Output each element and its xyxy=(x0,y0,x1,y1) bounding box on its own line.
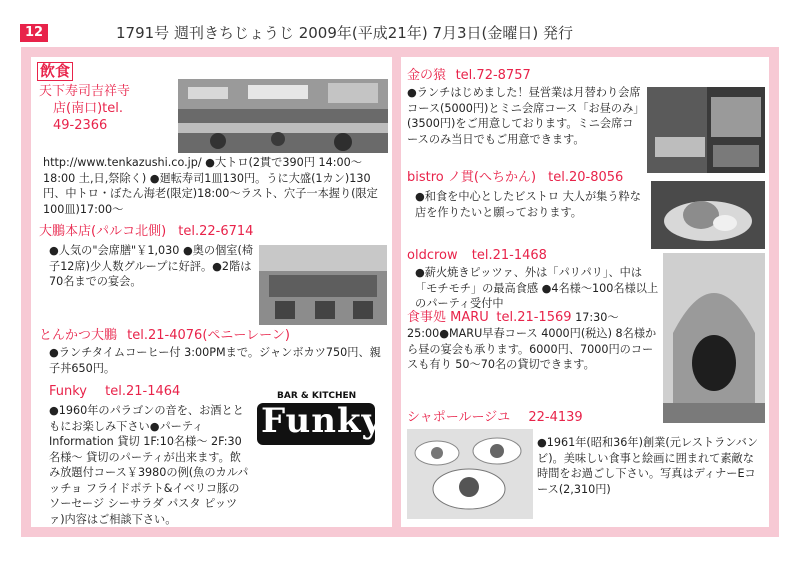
taiho-photo-image xyxy=(259,245,387,325)
tonkatsu-tel: tel.21-4076(ペニーレーン) xyxy=(127,328,290,343)
taiho-body: ●人気の"会席膳"￥1,030 ●奥の個室(椅子12席)少人数グループに好評。●2階は70名までの宴会。 xyxy=(49,244,254,288)
kinnosaru-body: ●ランチはじめました！昼営業は月替わり会席コース(5000円)とミニ会席コース「お昼のみ」(3500円)をご用意しております。ミニ会席コースのみ当日でもご用意できます。 xyxy=(407,86,641,146)
tenka-name-line1: 天下寿司吉祥寺 xyxy=(39,84,131,99)
kinnosaru-name: 金の猿 xyxy=(407,68,447,83)
bistro-body: ●和食を中心としたビストロ 大人が集う粋な店を作りたいと願っております。 xyxy=(415,190,641,219)
taiho-title xyxy=(39,223,253,240)
oldcrow-tel: tel.21-1468 xyxy=(471,248,547,263)
oldcrow-name: oldcrow xyxy=(407,248,458,263)
funky-name: Funky xyxy=(49,384,88,399)
oldcrow-title xyxy=(407,247,547,264)
tenka-body: http://www.tenkazushi.co.jp/ ●大トロ(2貫で390円 14:00～18:00 土,日,祭除く) ●廻転寿司1皿130円。うに大盛(1カン)130円、中トロ・ぼたん海老(限定)18:00～ラスト、穴子一本握り(限定100皿)17:00～ xyxy=(43,156,378,216)
tenka-name-line2: 店(南口)tel. xyxy=(53,101,123,116)
funky-tel: tel.21-1464 xyxy=(105,384,181,399)
kinnosaru-photo-image xyxy=(647,87,765,173)
shapo-tel: 22-4139 xyxy=(528,410,583,425)
taiho-photo xyxy=(259,245,387,325)
page-frame xyxy=(21,47,779,537)
tonkatsu-body: ●ランチタイムコーヒー付 3:00PMまで。ジャンボカツ750円、親子丼650円。 xyxy=(49,346,381,375)
shapo-body: ●1961年(昭和36年)創業(元レストランバンビ)。美味しい食事と絵画に囲まれて素敵な時間をお過ごし下さい。写真はディナーEコース(2,310円) xyxy=(537,436,759,496)
bistro-tel: tel.20-8056 xyxy=(548,170,624,185)
taiho-name: 大鵬本店(パルコ北側) xyxy=(39,224,167,239)
oldcrow-photo-image xyxy=(663,253,765,423)
bistro-photo xyxy=(651,181,765,249)
funky-title xyxy=(49,383,180,400)
shapo-name: シャポールージユ xyxy=(407,410,511,425)
kinnosaru-photo xyxy=(647,87,765,173)
maru-body: 17:30～25:00●MARU早春コース 4000円(税込) 8名様から昼の宴会も承ります。6000円、7000円のコースも有り 50～70名の貸切できます。 xyxy=(407,311,657,371)
maru-block xyxy=(407,309,663,373)
funky-body xyxy=(49,403,387,527)
kinnosaru-block xyxy=(407,67,762,84)
tenka-title xyxy=(39,83,177,134)
funky-body-text: ●1960年のパラゴンの音を、お酒とともにお楽しみ下さい●パーティInformation 貸切 1F:10名様～ 2F:30名様～ 貸切のパーティが出来ます。飲み放題付コース￥3980の例(魚のカルパッチョ フライドポテト&イベリコ豚のソーセージ シーサラダ パスタ ピッツァ)内容はご相談下さい。 xyxy=(49,404,249,526)
right-column xyxy=(401,57,769,527)
shapo-photo-image xyxy=(407,429,533,519)
left-column xyxy=(31,57,392,527)
bistro-photo-image xyxy=(651,181,765,249)
shapo-title xyxy=(407,409,583,426)
maru-name: 食事処 MARU xyxy=(407,310,489,325)
oldcrow-body: ●薪火焼きピッツァ、外は「パリパリ」、中は「モチモチ」の最高食感 ●4名様～100名様以上のパーティ受付中 xyxy=(415,266,659,310)
page-number: 12 xyxy=(20,24,48,42)
genre-label: 飲食 xyxy=(37,62,73,81)
tenka-photo-image xyxy=(178,79,388,153)
bistro-name: bistro ノ貫(へちかん) xyxy=(407,170,537,185)
oldcrow-photo xyxy=(663,253,765,423)
tonkatsu-name: とんかつ大鵬 xyxy=(39,328,118,343)
tenka-tel: 49-2366 xyxy=(53,118,108,133)
page-header xyxy=(18,20,778,48)
tenka-photo xyxy=(178,79,388,153)
taiho-tel: tel.22-6714 xyxy=(178,224,254,239)
bistro-title xyxy=(407,169,623,186)
tonkatsu-title xyxy=(39,327,290,344)
kinnosaru-tel: tel.72-8757 xyxy=(455,68,531,83)
funky-logo-top: BAR & KITCHEN xyxy=(277,391,357,401)
maru-tel: tel.21-1569 xyxy=(496,310,572,325)
issue-line: 1791号 週刊きちじょうじ 2009年(平成21年) 7月3日(金曜日) 発行 xyxy=(116,24,574,42)
shapo-photo xyxy=(407,429,533,519)
funky-logo-main: Funky xyxy=(261,401,383,441)
